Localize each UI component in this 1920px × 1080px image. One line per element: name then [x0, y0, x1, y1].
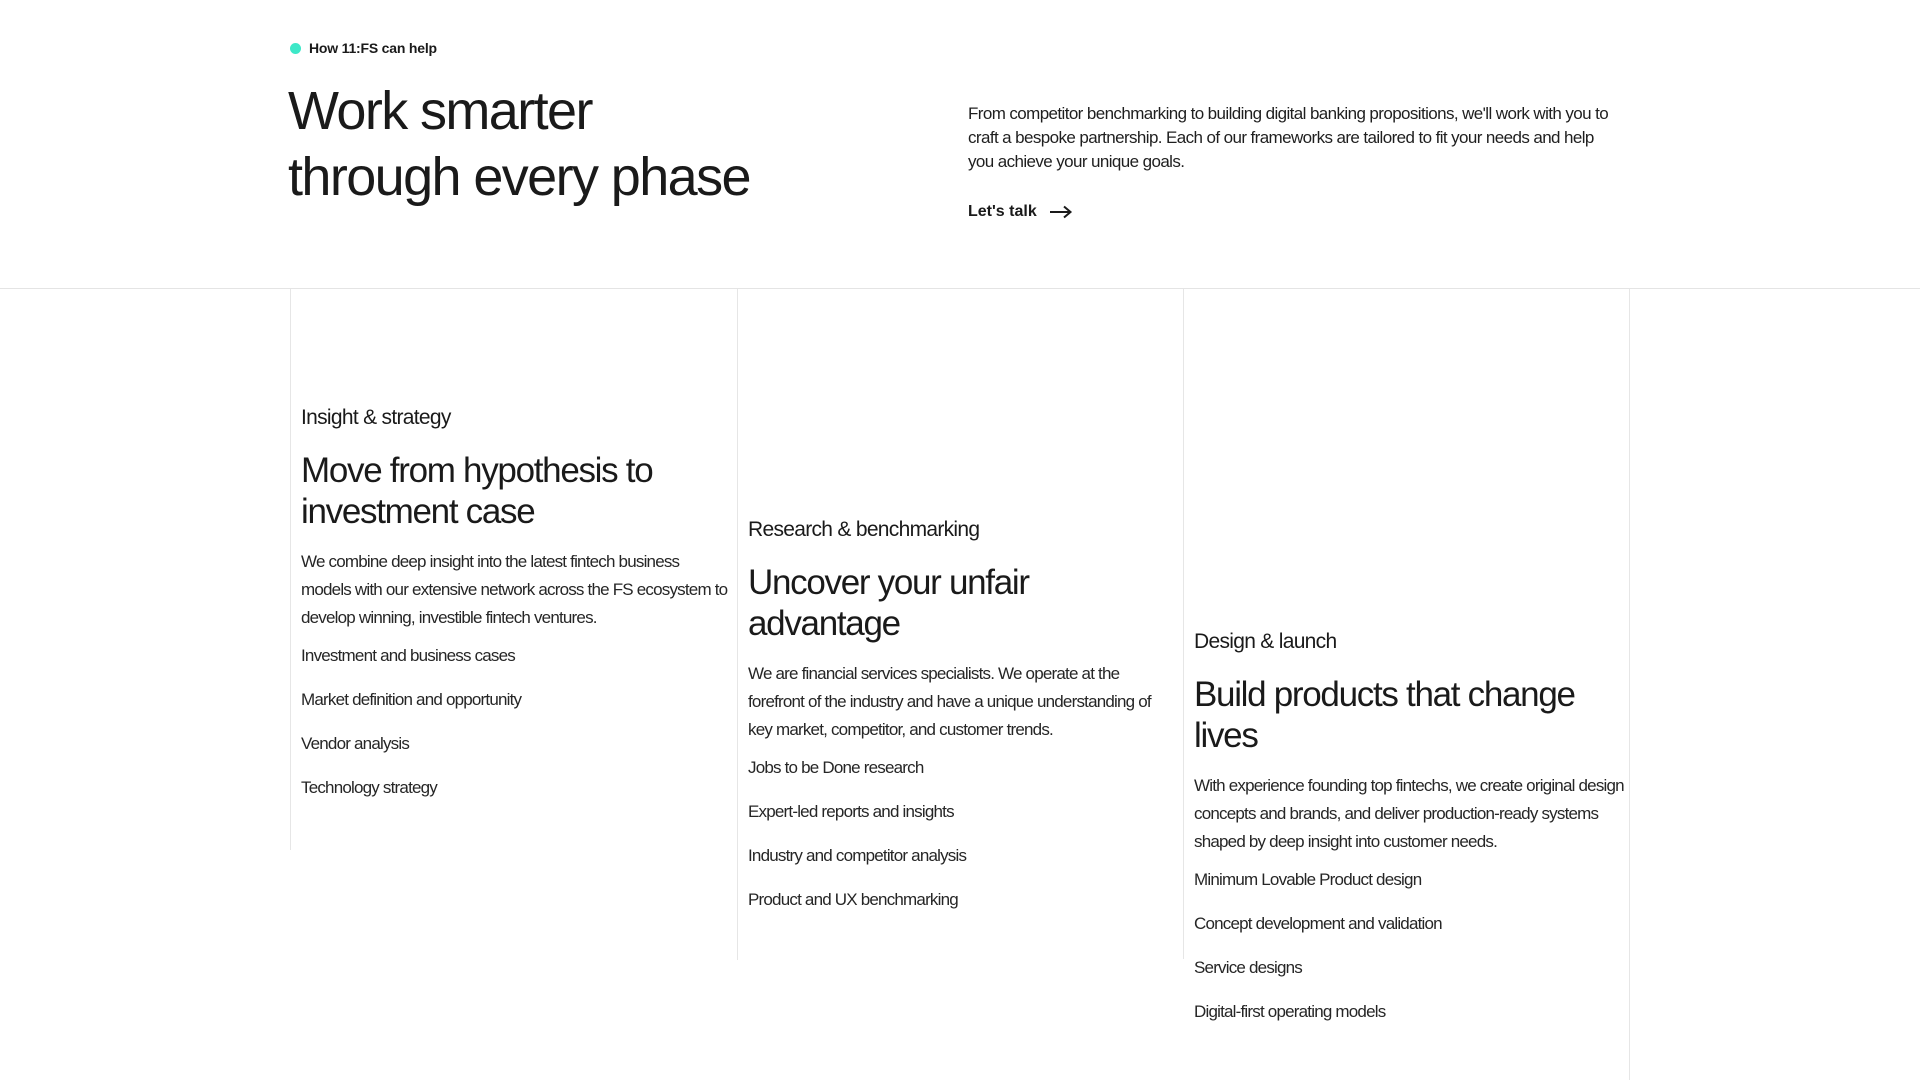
phase-card [301, 404, 741, 820]
intro-paragraph: From competitor benchmarking to building digital banking propositions, we'll work with you to craft a bespoke partnership. Each of our frameworks are tailored to fit your needs and help you achieve your unique goals. [968, 104, 1609, 171]
list-item: Jobs to be Done research [748, 758, 924, 777]
phase-card [1194, 628, 1634, 1044]
phase-title: Build products that change lives [1194, 675, 1575, 755]
list-item: Vendor analysis [301, 734, 410, 753]
list-item: Investment and business cases [301, 646, 515, 665]
phase-list [301, 644, 741, 800]
list-item: Expert-led reports and insights [748, 802, 954, 821]
phase-label: Insight & strategy [301, 406, 451, 429]
list-item: Product and UX benchmarking [748, 890, 958, 909]
list-item: Concept development and validation [1194, 914, 1442, 933]
list-item: Industry and competitor analysis [748, 846, 967, 865]
phase-description: We are financial services specialists. We operate at the forefront of the industry and have a unique understanding of key market, competitor, and customer trends. [748, 664, 1151, 739]
page-title [288, 78, 808, 210]
list-item: Minimum Lovable Product design [1194, 870, 1422, 889]
phase-label: Research & benchmarking [748, 518, 980, 541]
phase-title: Uncover your unfair advantage [748, 563, 1029, 643]
accent-dot-icon [290, 43, 301, 54]
phase-list [1194, 868, 1634, 1024]
title-line-1: Work smarter [288, 81, 592, 141]
section-eyebrow [290, 40, 437, 56]
list-item: Service designs [1194, 958, 1303, 977]
phase-description: We combine deep insight into the latest fintech business models with our extensive network across the FS ecosystem to develop winning, investible fintech ventures. [301, 552, 728, 627]
phase-list [748, 756, 1188, 912]
phase-title: Move from hypothesis to investment case [301, 451, 653, 531]
phase-description: With experience founding top fintechs, we create original design concepts and brands, and deliver production-ready systems shaped by deep insight into customer needs. [1194, 776, 1624, 851]
cta-label: Let's talk [968, 203, 1037, 220]
lets-talk-link[interactable] [968, 203, 1073, 221]
title-line-2: through every phase [288, 147, 750, 207]
list-item: Market definition and opportunity [301, 690, 522, 709]
list-item: Technology strategy [301, 778, 437, 797]
phase-card [748, 516, 1188, 932]
eyebrow-label: How 11:FS can help [309, 40, 437, 56]
phase-label: Design & launch [1194, 630, 1337, 653]
arrow-right-icon [1049, 205, 1073, 219]
list-item: Digital-first operating models [1194, 1002, 1386, 1021]
